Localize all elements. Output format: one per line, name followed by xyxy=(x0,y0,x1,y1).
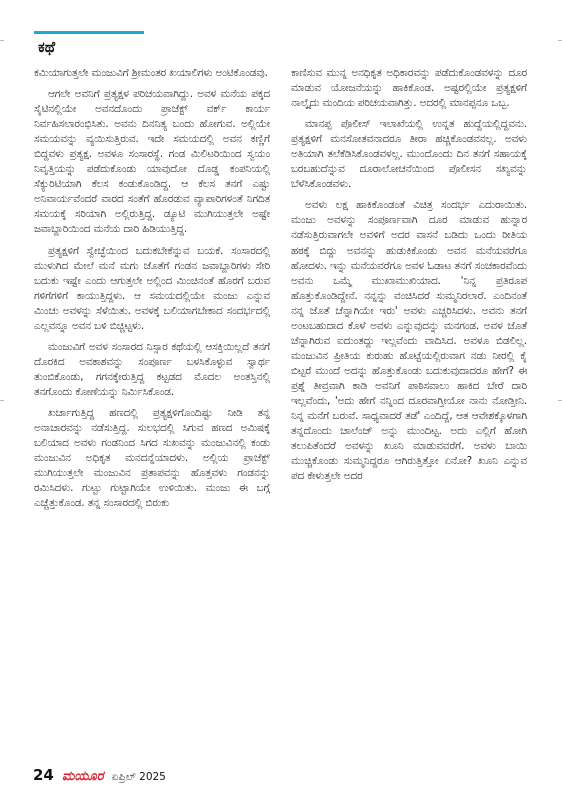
paragraph: ಮಂಜುವಿಗೆ ಅವಳ ಸಂಸಾರದ ನಿಸ್ಸಾರ ಕಥೆಯಲ್ಲಿ ಆಸಕ್ತಿಯಿಲ್ಲದೆ ತನಗೆ ದೊರಕಿದ ಅವಕಾಶವನ್ನು ಸಂಪೂರ್ಣ ಬಳಸಿಕೊಳ್ಳುವ ಸ್ವಾರ್ಥ ತುಂಬಿಕೊಂಡು, ಗಗನಕ್ಕೇರುತ್ತಿದ್ದ ಕಟ್ಟಡದ ಮೊದಲ ಅಂತಸ್ತಿನಲ್ಲಿ ತನಗೊಂದು ಕೋಣೆಯನ್ನು ನಿರ್ಮಿಸಿಕೊಂಡ. xyxy=(34,340,270,398)
right-column xyxy=(291,66,527,490)
crop-mark xyxy=(0,400,4,401)
page-footer xyxy=(33,766,166,784)
crop-mark xyxy=(0,40,4,41)
paragraph: ಖರ್ಚಾಗುತ್ತಿದ್ದ ಹಣದಲ್ಲಿ ಪ್ರತ್ಯಕ್ಷಳಿಗೊಂದಿಷ್ಟು ನೀಡಿ ತನ್ನ ಅನಾಚಾರವನ್ನು ನಡೆಸುತ್ತಿದ್ದ. ಸುಲಭದಲ್ಲಿ ಸಿಗುವ ಹಣದ ಅಮಿಷಕ್ಕೆ ಬಲಿಯಾದ ಅವಳು ಗಂಡನಿಂದ ಸಿಗದ ಸುಖವನ್ನು ಮಂಜುವಿನಲ್ಲಿ ಕಂಡು ಮಂಜುವಿನ ಅಧಿಕೃತ ಮನದನ್ನೆಯಾದಳು. ಅಲ್ಲಿಯ ಪ್ರಾಜೆಕ್ಟ್ ಮುಗಿಯುತ್ತಲೇ ಮಂಜುವಿನ ಪ್ರತಾಪವನ್ನು ಹೊತ್ತವಳು ಗಂಡನನ್ನು ರಮಿಸಿದಳು. ಗುಟ್ಟು ಗುಟ್ಟಾಗಿಯೇ ಉಳಿಯಿತು. ಮಂಜು ಈ ಬಗ್ಗೆ ಎಚ್ಚೆತ್ತುಕೊಂಡ. ತನ್ನ ಸಂಸಾರದಲ್ಲಿ ಬಿರುಕು xyxy=(34,406,270,510)
paragraph: ಮಾನಪ್ಪ ಪೊಲೀಸ್ ಇಲಾಖೆಯಲ್ಲಿ ಉನ್ನತ ಹುದ್ದೆಯಲ್ಲಿದ್ದವನು. ಪ್ರತ್ಯಕ್ಷಳಿಗೆ ಮನಸೋತವನಾದರೂ ತೀರಾ ಹಚ್ಚಿಕೊಂಡವನಲ್ಲ. ಅವಳು ಅತಿಯಾಗಿ ತಲೆಕೆಡಿಸಿಕೊಂಡವಳಲ್ಲ. ಮುಂದೊಂದು ದಿನ ತನಗೆ ಸಹಾಯಕ್ಕೆ ಬರಬಹುದೆನ್ನುವ ದೂರಾಲೋಚನೆಯಿಂದ ಪೊಲೀಸನ ಸಖ್ಯವನ್ನು ಬೆಳೆಸಿಕೊಂಡವಳು. xyxy=(291,118,527,191)
page-number: 24 xyxy=(33,766,54,784)
magazine-logo: ಮಯೂರ xyxy=(62,769,104,784)
paragraph: ಆಗಲೇ ಅವನಿಗೆ ಪ್ರತ್ಯಕ್ಷಳ ಪರಿಚಯವಾಗಿದ್ದು. ಅವಳ ಮನೆಯ ಪಕ್ಕದ ಸೈಟಿನಲ್ಲಿಯೇ ಅವನದೊಂದು ಪ್ರಾಜೆಕ್ಟ್ ವರ್ಕ್ ಕಾರ್ಯ ನಿರ್ವಹಿಸಲಾರಂಭಿಸಿತು. ಅವನು ದಿನನಿತ್ಯ ಬಂದು ಹೋಗುವ. ಅಲ್ಲಿಯೇ ಸಮಯವನ್ನು ವ್ಯಯಿಸುತ್ತಿರುವ. ಇದೇ ಸಮಯದಲ್ಲಿ ಅವನ ಕಣ್ಣಿಗೆ ಬಿದ್ದವಳು ಪ್ರತ್ಯಕ್ಷ. ಅವಳೂ ಸಂಸಾರಸ್ಥೆ. ಗಂಡ ಮಿಲಿಟರಿಯಿಂದ ಸ್ವಯಂ ನಿವೃತ್ತಿಯನ್ನು ಪಡೆದುಕೊಂಡು ಯಾವುದೋ ದೊಡ್ಡ ಕಂಪನಿಯಲ್ಲಿ ಸೆಕ್ಯುರಿಟಿಯಾಗಿ ಕೆಲಸ ಕಂಡುಕೊಂಡಿದ್ದ. ಆ ಕೆಲಸ ತನಗೆ ಎಷ್ಟು ಅನಿವಾರ್ಯವೆಂದರೆ ವಾರದ ಸಂತೆಗೆ ಹೊರಡುವ ವ್ಯಾಪಾರಿಗಳಂತೆ ನಿಗದಿತ ಸಮಯಕ್ಕೆ ಸರಿಯಾಗಿ ಅಲ್ಲಿರುತ್ತಿದ್ದ. ಡ್ಯೂಟಿ ಮುಗಿಯುತ್ತಲೇ ಅಷ್ಟೇ ಜವಾಬ್ದಾರಿಯಿಂದ ಮನೆಯ ದಾರಿ ಹಿಡಿಯುತ್ತಿದ್ದ. xyxy=(34,88,270,236)
issue-date: ಏಪ್ರಿಲ್ 2025 xyxy=(111,771,166,783)
paragraph: ಅವಳು ಲಕ್ಷ ಹಾಕಿಕೊಂಡಂತೆ ವಿಚಿತ್ರ ಸಂದರ್ಭ ಎದುರಾಯಿತು. ಮಂಜು ಅವಳನ್ನು ಸಂಪೂರ್ಣವಾಗಿ ದೂರ ಮಾಡುವ ಹುನ್ನಾರ ನಡೆಸುತ್ತಿರುವಾಗಲೇ ಅವಳಿಗೆ ಅದರ ವಾಸನೆ ಬಡಿದು ಒಂದು ರೀತಿಯ ಹಠಕ್ಕೆ ಬಿದ್ದು ಅವನನ್ನು ಹುಡುಕಿಕೊಂಡು ಅವನ ಮನೆಯವರೆಗೂ ಹೋದಳು. ಇನ್ನು ಮನೆಯವರೆಗೂ ಅವಳ ಓಡಾಟ ತನಗೆ ಸಂಚಕಾರವೆಂದು ಅವನು ಒಮ್ಮೆ ಮುಖಾಮುಖಿಯಾದ. 'ನಿನ್ನ ಪ್ರತಿರೂಪ ಹೊತ್ತುಕೊಂಡಿದ್ದೇನೆ. ನನ್ನನ್ನು ವಂಚಿಸಿದರೆ ಸುಮ್ಮನಿರಲಾರೆ. ಎಂದಿನಂತೆ ನನ್ನ ಜೊತೆ ಚೆನ್ನಾಗಿಯೇ ಇರು' ಅವಳು ಎಚ್ಚರಿಸಿದಳು. ಅವನು ತನಗೆ ಅಂಟಬಹುದಾದ ಕೊಳೆ ಅವಳು ಎನ್ನುವುದನ್ನು ಮನಗಂಡ. ಅವಳ ಜೊತೆ ಚೆನ್ನಾಗಿರುವ ಐದುಂತದ್ದು ಇಲ್ಲವೆಂದು ವಾದಿಸಿದ. ಅವಳೂ ಬಿಡಲಿಲ್ಲ. ಮಂಜುವಿನ ಪ್ರೀತಿಯ ಕುರುಹು ಹೊಟ್ಟೆಯಲ್ಲಿರುವಾಗ ನಡು ನೀರಲ್ಲಿ ಕೈ ಬಿಟ್ಟರೆ ಮುಂದೆ ಅದನ್ನು ಹೊತ್ತುಕೊಂಡು ಬದುಕುವುದಾದರೂ ಹೇಗೆ? ಈ ಪ್ರಶ್ನೆ ತೀವ್ರವಾಗಿ ಕಾಡಿ ಅವನಿಗೆ ಪಾಠಿಸವಾಲು ಹಾಕಿದ ಬೇರೆ ದಾರಿ ಇಲ್ಲವೆಂದು, 'ಅದು ಹೇಗೆ ನನ್ನಿಂದ ದೂರವಾಗ್ತೀಯೋ ನಾನು ನೋಡ್ತೀನಿ. ನಿನ್ನ ಮನೆಗೆ ಬರುವೆ. ಸಾಧ್ಯವಾದರೆ ತಡೆ' ಎಂದಿದ್ದೆ, ಆತ ಆವೇಶಕ್ಕೊಳಗಾಗಿ ತನ್ನದೊಂದು ಚಾಲೆಂಜ್ ಅನ್ನು ಮುಂದಿಟ್ಟ. ಅದು ಎಲ್ಲಿಗೆ ಹೋಗಿ ತಲುಪಿತೆಂದರೆ ಅವಳನ್ನು ಖೂನಿ ಮಾಡುವವರೆಗೆ. ಅವಳು ಬಾಯಿ ಮುಚ್ಚಿಕೊಂಡು ಸುಮ್ಮನಿದ್ದರೂ ಆಗಿರುತ್ತಿತ್ತೋ ಏನೋ? ಖೂನಿ ಎನ್ನುವ ಪದ ಕೇಳುತ್ತಲೇ ಅದರ xyxy=(291,199,527,483)
section-accent-bar xyxy=(34,31,144,34)
paragraph: ಪ್ರತ್ಯಕ್ಷಳಿಗೆ ಸ್ವೇಚ್ಛೆಯಿಂದ ಬದುಕಬೇಕೆನ್ನುವ ಬಯಕೆ. ಸಂಸಾರದಲ್ಲಿ ಮುಳುಗಿದ ಮೇಲೆ ಮನೆ ಮಗು ಜೊತೆಗೆ ಗಂಡನ ಜವಾಬ್ದಾರಿಗಳು ಸೇರಿ ಬದುಕು ಇಷ್ಟೇ ಎಂದು ಆಗುತ್ತಲೇ ಅಲ್ಲಿಂದ ಮಿಂಚಿನಂತೆ ಹೊರಗೆ ಬರುವ ಗಳಿಗೆಗಳಿಗೆ ಕಾಯುತ್ತಿದ್ದಳು. ಆ ಸಮಯದಲ್ಲಿಯೇ ಮಂಜು ಎನ್ನುವ ಮಿಂಚು ಅವಳನ್ನು ಸೆಳೆಯಿತು. ಅವಳಕ್ಕೆ ಬಲಿಯಾಗಬೇಕಾದ ಸಂದರ್ಭದಲ್ಲಿ ಎಲ್ಲವನ್ನೂ ಅವನ ಬಳಿ ಬಿಚ್ಚಿಟ್ಟಳು. xyxy=(34,244,270,332)
crop-mark xyxy=(558,400,562,401)
paragraph: ಕಾಣಿಸುವ ಮುನ್ನ ಅನಧಿಕೃತ ಅಧಿಕಾರವನ್ನು ಪಡೆದುಕೊಂಡವಳನ್ನು ದೂರ ಮಾಡುವ ಯೋಜನೆಯನ್ನು ಹಾಕಿಕೊಂಡ. ಅಷ್ಟರಲ್ಲಿಯೇ ಪ್ರತ್ಯಕ್ಷಳಿಗೆ ನಾಲ್ಕೈದು ಮಂದಿಯ ಪರಿಚಯವಾಗಿತ್ತು. ಅದರಲ್ಲಿ ಮಾನಪ್ಪನೂ ಒಬ್ಬ. xyxy=(291,67,527,110)
left-column xyxy=(34,66,270,517)
paragraph: ಕಮಿಯಾಗುತ್ತಲೇ ಮಂಜುವಿಗೆ ಶ್ರೀಮಂತರ ಖಯಾಲಿಗಳು ಅಂಟಿಕೊಂಡವು. xyxy=(34,67,268,79)
section-title: ಕಥೆ xyxy=(38,38,56,56)
crop-mark xyxy=(558,40,562,41)
